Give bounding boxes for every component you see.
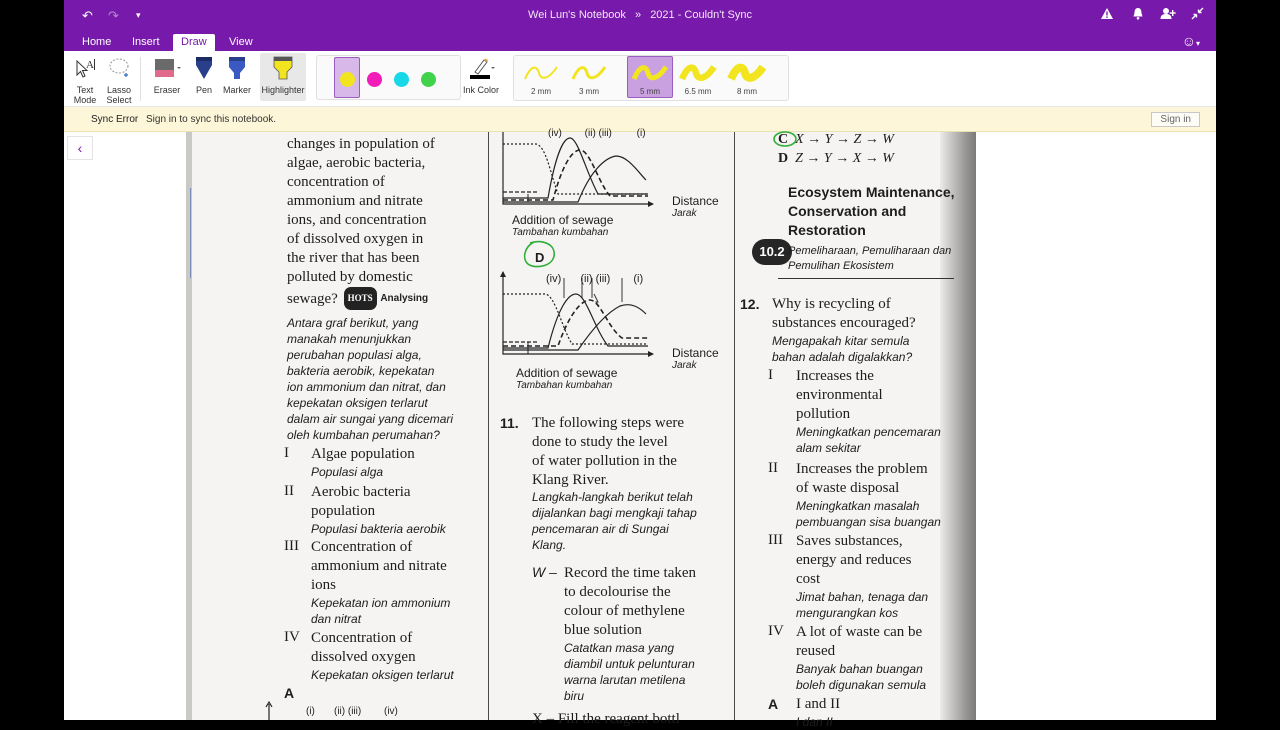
ribbon-tabs xyxy=(64,32,1216,51)
text-mode-button[interactable]: A Text Mode xyxy=(70,55,100,105)
q10-stem-en: changes in population of algae, aerobic bacteria, concentration of ammonium and nitrate ions, and concentration of dissolved oxygen in the river that has been polluted by domestic sewage? HOTS Analysing xyxy=(287,135,483,310)
graph-d-x-axis-label: Distance Jarak xyxy=(672,346,719,371)
sync-error-label: Sync Error xyxy=(91,114,139,125)
color-green-swatch[interactable] xyxy=(421,72,436,87)
column-divider xyxy=(488,132,489,720)
highlighter-button[interactable]: Highlighter xyxy=(260,53,306,101)
size-6-5mm-option[interactable]: 6.5 mm xyxy=(675,57,721,99)
lasso-icon xyxy=(104,55,134,81)
q10-item-1: Algae population Populasi alga xyxy=(311,446,415,479)
tab-insert[interactable]: Insert xyxy=(132,36,160,48)
ink-color-button[interactable]: Ink Color xyxy=(462,55,500,95)
pen-button[interactable]: Pen xyxy=(192,55,216,95)
page-canvas[interactable] xyxy=(64,128,1216,729)
feedback-smiley-icon[interactable]: ☺▾ xyxy=(1181,33,1200,49)
graph-c-labels: (iv) (ii) (iii) (i) xyxy=(548,128,646,139)
collapse-window-icon[interactable] xyxy=(1191,7,1204,23)
sign-in-button[interactable]: Sign in xyxy=(1151,112,1200,127)
size-5mm-option[interactable]: 5 mm xyxy=(627,56,673,98)
q11-stem-my: Langkah-langkah berikut telah dijalankan bagi mengkaji tahap pencemaran air di Sungai Klang. xyxy=(532,490,697,552)
q12-item-1: Increases the environmental pollution Meningkatkan pencemaran alam sekitar xyxy=(796,368,941,455)
title-separator: » xyxy=(635,9,642,21)
redo-icon[interactable]: ↷ xyxy=(108,8,119,23)
section-name: 2021 - Couldn't Sync xyxy=(650,9,752,21)
onenote-window xyxy=(64,0,1216,729)
option-a-label: A xyxy=(284,685,295,701)
q11-stem-en: The following steps were done to study the level of water pollution in the Klang River. xyxy=(532,415,685,488)
step-w: Record the time taken to decolourise the colour of methylene blue solution Catatkan masa yang diambil untuk pelunturan warna larutan metilena biru xyxy=(564,565,697,703)
ribbon-separator xyxy=(140,57,141,101)
highlighter-icon xyxy=(260,55,306,81)
title-bar xyxy=(64,0,1216,32)
q12-number: 12. xyxy=(740,296,760,312)
step-w-label: W – xyxy=(532,564,557,580)
graph-c-plot xyxy=(498,132,658,210)
size-8mm-option[interactable]: 8 mm xyxy=(724,57,770,99)
bell-icon[interactable] xyxy=(1132,7,1144,23)
text-mode-icon xyxy=(70,55,100,81)
option-c-sequence: C X → Y → Z → W xyxy=(778,132,894,147)
q12-item-2: Increases the problem of waste disposal Meningkatkan masalah pembuangan sisa buangan xyxy=(796,461,941,529)
graph-d-caption: Addition of sewage Tambahan kumbahan xyxy=(516,366,618,391)
section-number-badge: 10.2 xyxy=(752,239,792,265)
graph-c-x-axis-label: Distance Jarak xyxy=(672,194,719,219)
undo-icon[interactable]: ↶ xyxy=(82,8,93,23)
step-x-partial: X – Fill the reagent bottl xyxy=(532,711,680,727)
q12-item-4: A lot of waste can be reused Banyak bahan buangan boleh digunakan semula xyxy=(796,624,927,692)
size-2mm-option[interactable]: 2 mm xyxy=(518,57,564,99)
graph-c-caption: Addition of sewage Tambahan kumbahan xyxy=(512,213,614,238)
q12-option-a: I and II I dan II xyxy=(796,696,841,729)
q10-item-2: Aerobic bacteria population Populasi bakteria aerobik xyxy=(311,484,446,536)
column-3: C X → Y → Z → W D Z → Y → X → W Ecosystem Maintenance, Conservation and Restoration 10.2 Pemeliharaan, Pemuliharaan dan Pemulihan Ekosistem 12. Why is recycling of substances encouraged? Mengapakah kitar semula bahan adalah digalakkan? I Increases the environmental pollution Meningkatkan pencemaran alam sekitar II Increases the problem of waste disposal Meningkatkan masalah pembuangan sisa buangan III Saves substances, energy and reduces cost Jimat bahan, tenaga dan mengurangkan kos IV A lot of waste can be reused Banyak bahan buangan boleh digunakan semula A I and II I dan II xyxy=(738,132,958,720)
graph-d-labels: (iv) (ii) (iii) (i) xyxy=(546,273,644,285)
green-ink-circle xyxy=(522,240,558,270)
tab-home[interactable]: Home xyxy=(82,36,112,48)
margin-mark xyxy=(190,188,193,278)
svg-text:A: A xyxy=(86,59,94,71)
q10-item-4: Concentration of dissolved oxygen Kepekatan oksigen terlarut xyxy=(311,630,454,682)
share-icon[interactable] xyxy=(1160,7,1176,23)
q12-option-a-label: A xyxy=(768,696,779,712)
textbook-photo xyxy=(186,128,976,729)
sync-error-message: Sign in to sync this notebook. xyxy=(146,114,277,125)
option-d-sequence: D Z → Y → X → W xyxy=(778,151,894,166)
graph-d-plot xyxy=(498,268,658,360)
tab-draw[interactable]: Draw xyxy=(173,34,215,51)
stroke-size-options xyxy=(513,55,789,101)
size-3mm-option[interactable]: 3 mm xyxy=(566,57,612,99)
eraser-icon xyxy=(150,55,184,81)
eraser-button[interactable]: Eraser xyxy=(150,55,184,95)
warning-icon[interactable] xyxy=(1100,7,1114,23)
q12-stem: Why is recycling of substances encouraged? Mengapakah kitar semula bahan adalah digalakkan? xyxy=(772,296,916,364)
hots-badge: HOTS xyxy=(344,287,377,310)
column-2 xyxy=(492,128,732,727)
graph-a-axis-arrow xyxy=(264,700,274,720)
marker-button[interactable]: Marker xyxy=(222,55,252,95)
marker-icon xyxy=(222,55,252,81)
expand-navigation-button[interactable] xyxy=(67,136,93,160)
section-title-my: Pemeliharaan, Pemuliharaan dan Pemulihan Ekosistem xyxy=(788,245,952,272)
section-underline xyxy=(778,278,954,279)
color-yellow-swatch[interactable] xyxy=(340,72,355,87)
ink-color-swatches xyxy=(316,55,461,100)
q10-item-3: Concentration of ammonium and nitrate ions Kepekatan ion ammonium dan nitrat xyxy=(311,539,451,626)
pen-icon xyxy=(192,55,216,81)
option-d-label: D xyxy=(535,250,545,265)
window-title xyxy=(64,9,1216,21)
color-cyan-swatch[interactable] xyxy=(394,72,409,87)
q12-item-3: Saves substances, energy and reduces cost Jimat bahan, tenaga dan mengurangkan kos xyxy=(796,533,929,620)
notebook-name: Wei Lun's Notebook xyxy=(528,9,626,21)
column-divider xyxy=(734,132,735,720)
section-title: Ecosystem Maintenance, Conservation and Restoration xyxy=(788,184,955,238)
draw-ribbon xyxy=(64,51,1216,107)
q10-stem-my: Antara graf berikut, yang manakah menunjukkan perubahan populasi alga, bakteria aerobik, kepekatan ion ammonium dan nitrat, dan kepekatan oksigen terlarut dalam air sungai yang dicemari oleh kumbahan perumahan? xyxy=(287,316,454,442)
hots-skill: Analysing xyxy=(380,293,429,304)
ink-color-icon xyxy=(462,55,500,81)
quick-access-dropdown-icon[interactable]: ▾ xyxy=(136,10,141,20)
color-pink-swatch[interactable] xyxy=(367,72,382,87)
tab-view[interactable]: View xyxy=(229,36,253,48)
green-ink-circle xyxy=(772,130,798,148)
q11-number: 11. xyxy=(500,415,519,431)
column-1: changes in population of algae, aerobic bacteria, concentration of ammonium and nitrate ions, and concentration of dissolved oxygen in the river that has been polluted by domestic sewage? HOTS Analysing Antara graf berikut, yang manakah menunjukkan perubahan populasi alga, bakteria aerobik, kepekatan ion ammonium dan nitrat, dan kepekatan oksigen terlarut dalam air sungai yang dicemari oleh kumbahan perumahan? I Algae population Populasi alga II Aerobic bacteria population Populasi bakteria aerobik III Concentration of ammonium and nitrate ions Kepekatan ion ammonium dan nitrat IV Concentration of dissolved oxygen Kepekatan oksigen terlarut A (i) (ii) (iii) (iv) xyxy=(286,132,486,720)
chevron-left-icon: ‹ xyxy=(77,140,83,156)
lasso-select-button[interactable]: Lasso Select xyxy=(104,55,134,105)
